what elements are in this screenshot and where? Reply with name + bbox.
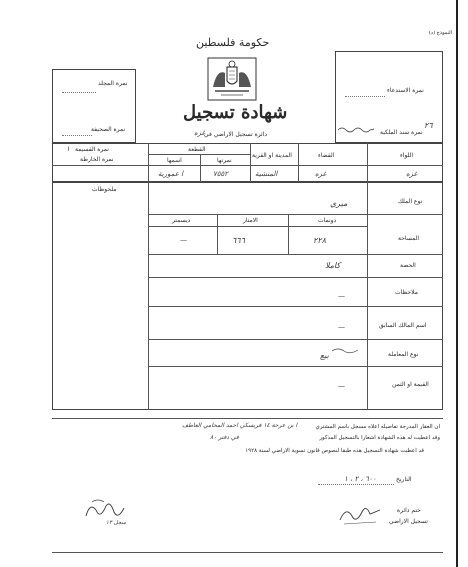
property-scribble [336, 124, 376, 134]
date-line [318, 484, 394, 485]
location-col-1 [148, 143, 149, 182]
area-label: المساحة [398, 235, 420, 242]
volume-line [62, 92, 96, 93]
block-name-value: ا عمورية [158, 170, 184, 178]
coat-of-arms-emblem [207, 57, 257, 101]
form-number: النموذج (د) [428, 30, 452, 36]
block-name-label: اسمها [167, 157, 182, 164]
location-col-4 [367, 143, 368, 182]
map-label: نمرة الخارطة [80, 156, 114, 163]
previous-owner-dash: — [338, 323, 345, 331]
transaction-type-label: نوع المعاملة [388, 351, 419, 358]
location-divider [52, 165, 443, 166]
previous-owner-label: اسم المالك السابق [379, 322, 427, 329]
footer-line-1-hand: ا بن عرحة ١٤ فريسكي احمد المحامي العاطف [182, 422, 298, 429]
row-line-5 [148, 339, 443, 340]
register-line [345, 96, 385, 97]
scan-edge [456, 0, 458, 567]
value-label: القيمة او الثمن [392, 381, 429, 388]
property-type-value: ميري [330, 199, 348, 208]
district-value: غزه [406, 170, 418, 178]
volume-label: نمرة المجلد [98, 80, 128, 87]
dunam-area-value: — [180, 236, 187, 244]
dunam-area-label: ديسمتر [172, 217, 191, 224]
area-header-line [148, 226, 367, 227]
share-value: كاملا [325, 261, 341, 270]
footer-line-2: وقد اعطيت له هذه الشهادة اشعارا بالتسجيل المذكور [319, 435, 440, 441]
date-value: ٦٠٠ ، ٢ ، ١ [344, 475, 377, 483]
footer-line-2-hand: في دفتر ٨٠ [210, 434, 239, 441]
registrar-note: سجل ١٣ [106, 520, 126, 526]
property-label: نمرة سند الملكية [380, 129, 423, 136]
district-label: اللواء [400, 152, 414, 159]
stamp-line-2: تسجيل الاراضي [389, 518, 428, 525]
page-label: نمرة الصحيفة [91, 126, 126, 133]
meter-label: الامتار [243, 217, 258, 224]
row-line-2 [148, 254, 443, 255]
parcel-label: نمرة القسيمة [75, 146, 109, 153]
date-label: التاريخ [396, 476, 412, 483]
block-no-label: نمرتها [217, 157, 232, 164]
government-title: حكومة فلسطين [196, 36, 270, 49]
register-label: نمرة الاستدعاء [387, 87, 424, 94]
share-label: الحصة [400, 262, 416, 269]
meter-value: ٦٦٦ [232, 236, 245, 245]
block-subheader-line [148, 154, 250, 155]
notes-column-divider [148, 182, 149, 410]
footer-divider [52, 418, 443, 419]
location-col-3 [298, 143, 299, 182]
dunam-label: دونمات [318, 217, 337, 224]
block-label: القطعة [188, 146, 206, 153]
boundaries-label: ملاحظات [395, 289, 418, 296]
location-col-5 [200, 154, 201, 182]
footer-line-3: قد اعطيت شهادة التسجيل هذه طبقا لنصوص قانون تسوية الاراضي لسنة ١٩٢٨ [245, 448, 424, 454]
page-line [62, 135, 92, 136]
label-column-divider [367, 182, 368, 410]
stamp-line-1: ختم دائرة [397, 507, 421, 514]
subdistrict-value: غزه [315, 170, 327, 178]
block-no-value: ٧٥٥٢ [213, 170, 229, 178]
certificate-title: شهادة تسجيل [183, 102, 288, 123]
subdistrict-label: القضاء [318, 152, 335, 159]
parcel-value: ١ [66, 145, 70, 153]
location-col-2 [250, 143, 251, 182]
department-place: غزه [194, 129, 206, 137]
transaction-type-value: بيع [320, 351, 329, 360]
row-line-1 [148, 214, 443, 215]
dunam-value: ٢٢٨ [313, 236, 326, 245]
value-dash: — [338, 382, 345, 390]
boundaries-dash: — [338, 292, 345, 300]
row-line-4 [148, 306, 443, 307]
row-line-6 [148, 366, 443, 367]
official-signature [336, 502, 386, 528]
transaction-scribble [330, 346, 360, 354]
notes-side-label: ملحوظات [92, 186, 117, 193]
area-col-2 [288, 214, 289, 254]
town-label: المدينة او القرية [252, 152, 292, 159]
property-value: ٢٦ [424, 121, 433, 130]
row-line-3 [148, 277, 443, 278]
department-prefix: دائرة تسجيل الاراضي في [204, 131, 268, 138]
property-type-label: نوع الملك [398, 198, 423, 205]
town-value: المنشية [255, 170, 278, 178]
area-col-1 [217, 214, 218, 254]
footer-line-1: ان العقار المدرجة تفاصيله اعلاه مسجل باسم المشتري [315, 424, 440, 430]
bottom-border [52, 552, 443, 553]
